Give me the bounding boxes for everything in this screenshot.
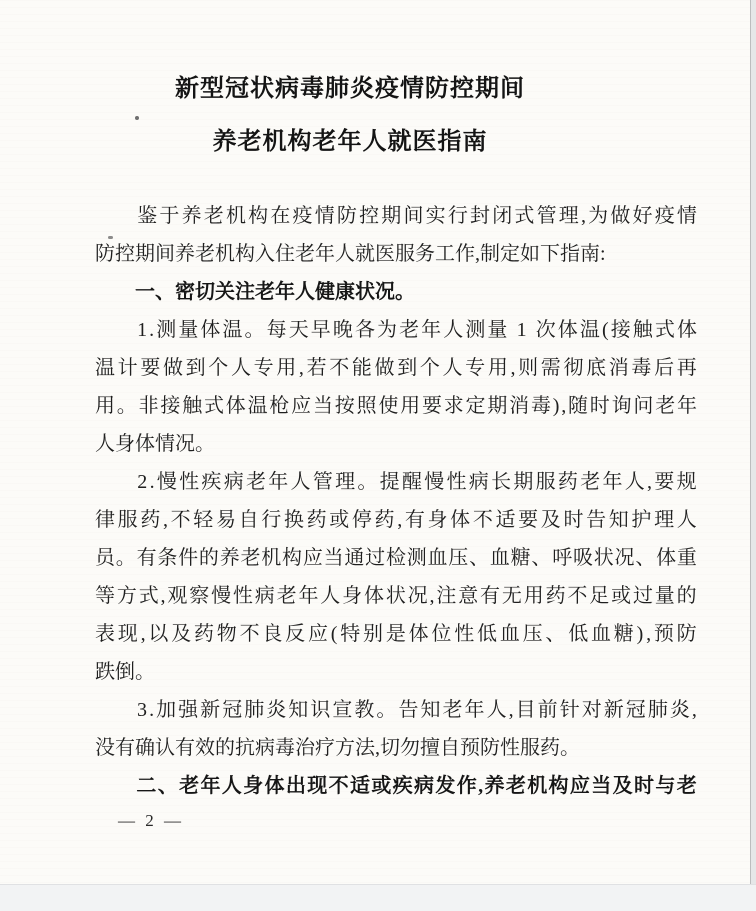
text-line: 温 计 要 做 到 个 人 专 用 , 若 不 能 做 到 个 人 专 用 , 则 需 彻 底 消 毒 后 再 [95,357,697,379]
text-line [95,235,697,273]
text-line [95,729,697,767]
text-run: 人身体情况。 [95,433,215,455]
text-run: 一、密切关注老年人健康状况。 [135,281,415,303]
text-line: 1 . 测 量 体 温 。 每 天 早 晚 各 为 老 年 人 测 量 1 次 体 温 ( 接 触 式 体 [137,319,697,341]
paragraph [95,197,697,273]
text-line: 3 . 加 强 新 冠 肺 炎 知 识 宣 教 。 告 知 老 年 人 , 目 前 针 对 新 冠 肺 炎 , [137,699,697,721]
section-heading [95,767,697,805]
page-number: — 2 — [118,811,184,830]
text-run: 没有确认有效的抗病毒治疗方法,切勿擅自预防性服药。 [95,737,580,759]
viewer-background [0,884,756,911]
section-heading [95,273,697,311]
text-run: 防控期间养老机构入住老年人就医服务工作,制定如下指南: [95,243,606,265]
text-line: 律 服 药 , 不 轻 易 自 行 换 药 或 停 药 , 有 身 体 不 适 要 及 时 告 知 护 理 人 [95,509,697,531]
text-line: 员 。 有 条 件 的 养 老 机 构 应 当 通 过 检 测 血 压 、 血 糖 、 呼 吸 状 况 、 体 重 [95,547,697,569]
document-body [95,197,697,805]
paragraph [95,691,697,767]
text-line: 等 方 式 , 观 察 慢 性 病 老 年 人 身 体 状 况 , 注 意 有 无 用 药 不 足 或 过 量 的 [95,585,697,607]
paragraph [95,311,697,463]
scan-speck [108,236,113,239]
text-line [95,273,697,311]
paragraph [95,463,697,691]
title-line-2: 养老机构老年人就医指南 [212,129,488,155]
text-line: 用 。 非 接 触 式 体 温 枪 应 当 按 照 使 用 要 求 定 期 消 毒 ) , 随 时 询 问 老 年 [95,395,697,417]
text-line [95,653,697,691]
scan-speck [135,116,139,120]
title-line-1: 新型冠状病毒肺炎疫情防控期间 [175,76,525,102]
text-run: 跌倒。 [95,661,155,683]
text-line: 表 现 , 以 及 药 物 不 良 反 应 ( 特 别 是 体 位 性 低 血 压 、 低 血 糖 ) , 预 防 [95,623,697,645]
page-right-edge [750,0,756,884]
document-title [0,72,700,159]
text-line: 鉴 于 养 老 机 构 在 疫 情 防 控 期 间 实 行 封 闭 式 管 理 , 为 做 好 疫 情 [137,205,697,227]
text-line: 2 . 慢 性 疾 病 老 年 人 管 理 。 提 醒 慢 性 病 长 期 服 药 老 年 人 , 要 规 [137,471,697,493]
text-line [95,425,697,463]
text-line: 二 、 老 年 人 身 体 出 现 不 适 或 疾 病 发 作 , 养 老 机 构 应 当 及 时 与 老 [136,775,697,797]
